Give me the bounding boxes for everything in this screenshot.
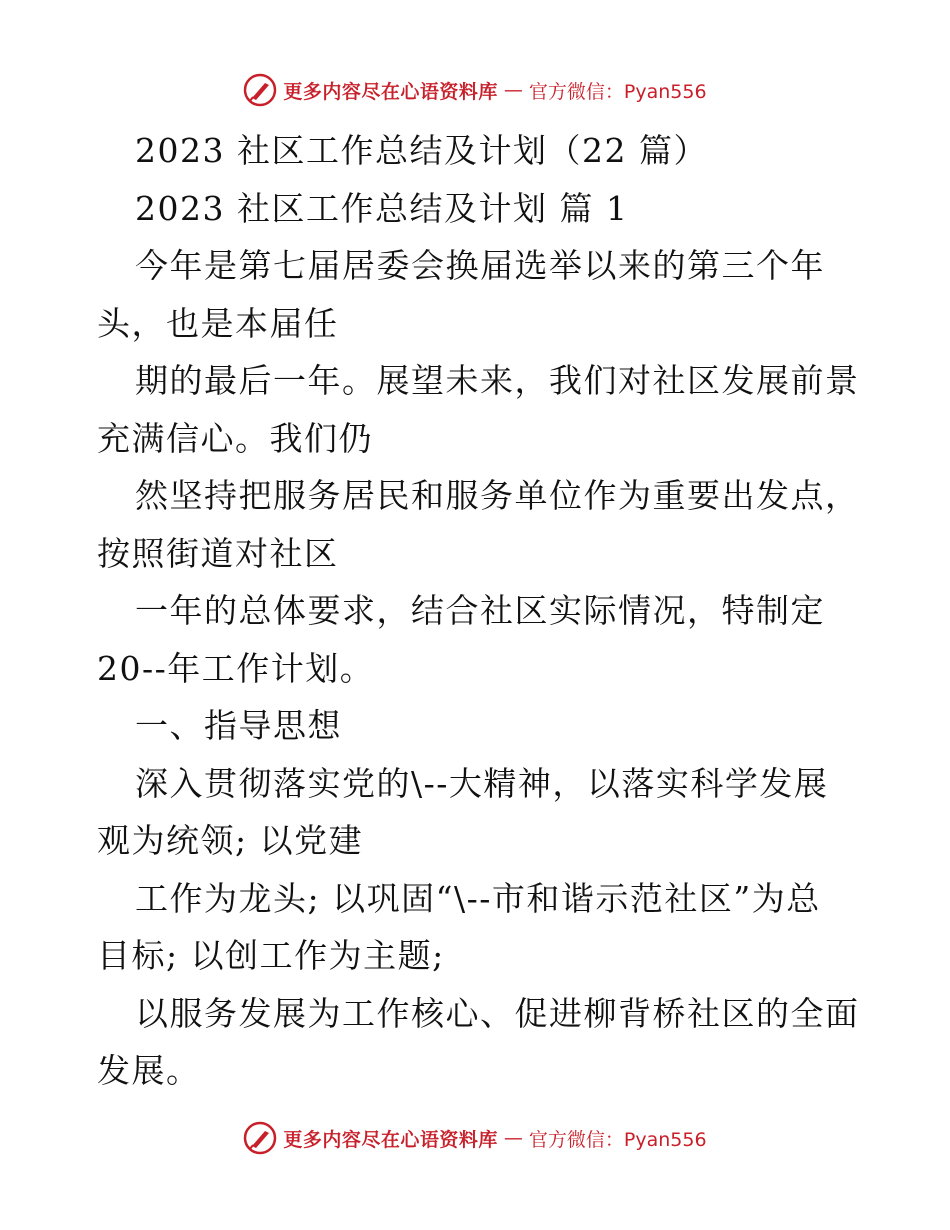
doc-line: 20--年工作计划。	[97, 648, 375, 688]
quill-pen-logo-icon	[243, 1121, 277, 1155]
header-banner	[0, 70, 950, 110]
doc-line: 期的最后一年。展望未来，我们对社区发展前景	[135, 361, 860, 400]
doc-line: 今年是第七届居委会换届选举以来的第三个年	[135, 246, 825, 285]
doc-line: 工作为龙头; 以巩固“\--市和谐示范社区”为总	[135, 878, 821, 918]
footer-banner	[0, 1118, 950, 1158]
doc-line: 头，也是本届任	[97, 303, 339, 343]
banner-separator: —	[503, 1127, 523, 1149]
doc-line: 深入贯彻落实党的\--大精神，以落实科学发展	[135, 763, 829, 803]
banner-separator: —	[503, 79, 523, 101]
doc-line: 充满信心。我们仍	[97, 418, 373, 458]
banner-text: 更多内容尽在心语资料库	[283, 1128, 498, 1151]
doc-line: 观为统领; 以党建	[97, 821, 364, 860]
doc-line: 一年的总体要求，结合社区实际情况，特制定	[135, 591, 825, 630]
doc-line: 一、指导思想	[135, 706, 342, 745]
doc-line: 2023 社区工作总结及计划 篇 1	[135, 188, 629, 228]
doc-line: 按照街道对社区	[97, 533, 339, 573]
doc-line: 然坚持把服务居民和服务单位作为重要出发点，	[135, 476, 860, 515]
doc-line: 以服务发展为工作核心、促进柳背桥社区的全面	[135, 993, 860, 1033]
doc-line: 发展。	[97, 1051, 201, 1090]
doc-line: 目标; 以创工作为主题;	[97, 936, 445, 975]
banner-text: 更多内容尽在心语资料库	[283, 80, 498, 103]
quill-pen-logo-icon	[243, 73, 277, 107]
doc-line: 2023 社区工作总结及计划（22 篇）	[135, 131, 708, 170]
banner-wechat: 官方微信：Pyan556	[528, 1128, 707, 1151]
banner-wechat: 官方微信：Pyan556	[528, 80, 707, 103]
document-body	[97, 122, 860, 1100]
